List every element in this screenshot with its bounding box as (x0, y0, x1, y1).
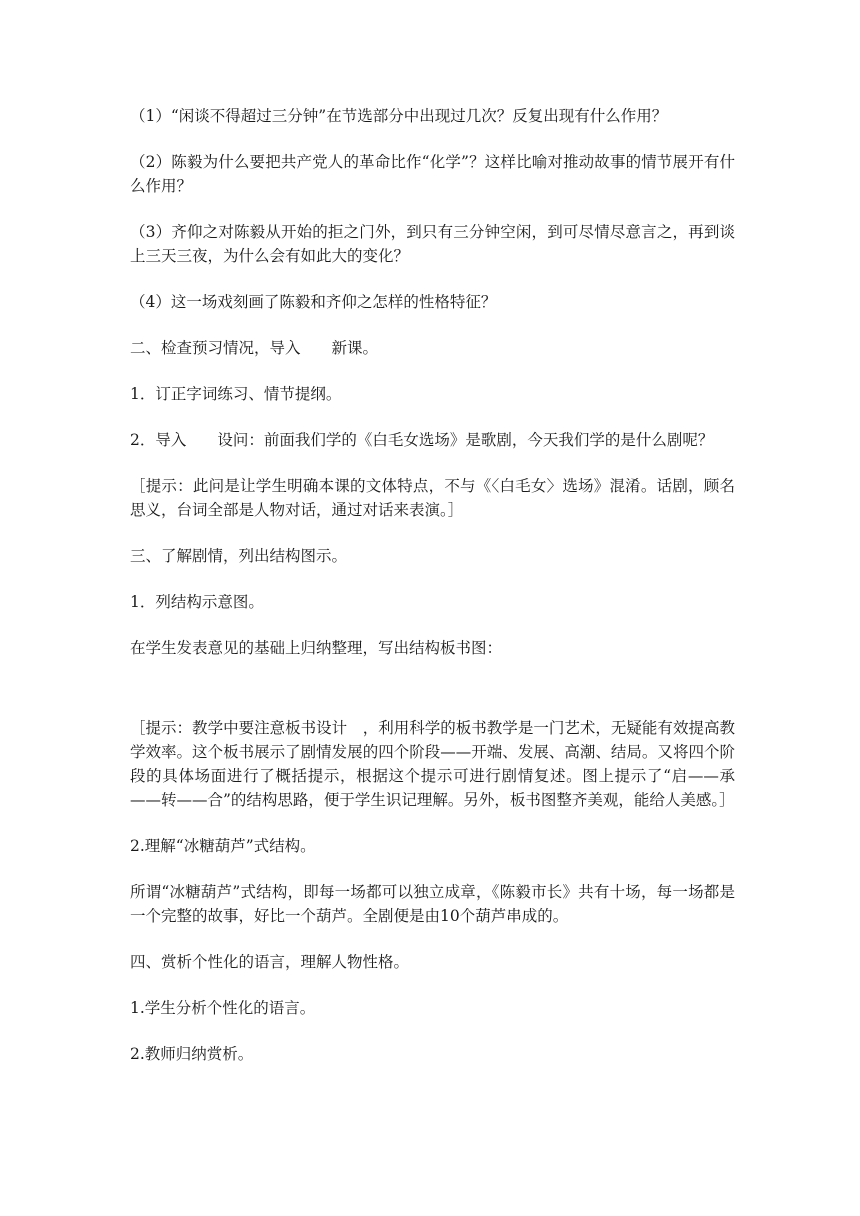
explanation-candied-haws: 所谓“冰糖葫芦”式结构，即每一场都可以独立成章，《陈毅市长》共有十场，每一场都是一个完整的故事，好比一个葫芦。全剧便是由10个葫芦串成的。 (130, 883, 735, 925)
diagram-placeholder (130, 682, 735, 716)
step-candied-haws-structure: 2.理解“冰糖葫芦”式结构。 (130, 837, 316, 855)
section-heading-4: 四、赏析个性化的语言，理解人物性格。 (130, 953, 410, 971)
instruction-board-diagram: 在学生发表意见的基础上归纳整理，写出结构板书图： (130, 639, 503, 657)
step-correct-words: 1．订正字词练习、情节提纲。 (130, 385, 342, 403)
question-3: （3）齐仰之对陈毅从开始的拒之门外，到只有三分钟空闲，到可尽情尽意言之，再到谈上三天三夜，为什么会有如此大的变化？ (130, 223, 735, 265)
section-heading-2: 二、检查预习情况，导入 新课。 (130, 339, 379, 357)
question-2: （2）陈毅为什么要把共产党人的革命比作“化学”？这样比喻对推动故事的情节展开有什么作用？ (130, 153, 735, 195)
question-1: （1）“闲谈不得超过三分钟”在节选部分中出现过几次？反复出现有什么作用？ (130, 107, 668, 125)
step-student-analysis: 1.学生分析个性化的语言。 (130, 999, 316, 1017)
step-introduction: 2．导入 设问：前面我们学的《白毛女选场》是歌剧，今天我们学的是什么剧呢？ (130, 431, 714, 449)
hint-genre: ［提示：此问是让学生明确本课的文体特点，不与《〈白毛女〉选场》混淆。话剧，顾名思义，台词全部是人物对话，通过对话来表演。］ (130, 477, 735, 519)
question-4: （4）这一场戏刻画了陈毅和齐仰之怎样的性格特征？ (130, 293, 497, 311)
section-heading-3: 三、了解剧情，列出结构图示。 (130, 547, 348, 565)
step-structure-diagram: 1．列结构示意图。 (130, 593, 264, 611)
step-teacher-summary: 2.教师归纳赏析。 (130, 1045, 254, 1063)
document-page (130, 104, 735, 1088)
hint-board-design: ［提示：教学中要注意板书设计 ，利用科学的板书教学是一门艺术，无疑能有效提高教学效率。这个板书展示了剧情发展的四个阶段——开端、发展、高潮、结局。又将四个阶段的具体场面进行了概括提示，根据这个提示可进行剧情复述。图上提示了“启——承——转——合”的结构思路，便于学生识记理解。另外，板书图整齐美观，能给人美感。］ (130, 719, 735, 809)
